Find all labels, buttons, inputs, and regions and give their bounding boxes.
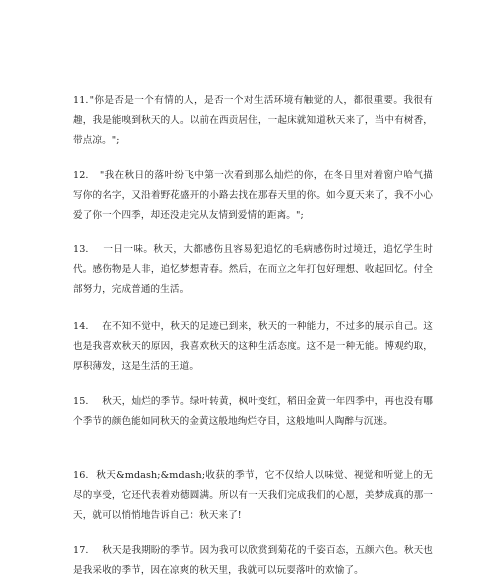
paragraph-text: "你是否是一个有情的人，是否一个对生活环境有触觉的人，都很重要。我很有趣，我是能嗅到秋天的人。以前在西贡居住，一起床就知道秋天来了，当中有树香，带点凉。";	[73, 95, 433, 146]
paragraph-text: "我在秋日的落叶纷飞中第一次看到那么灿烂的你，在冬日里对着窗户哈气描写你的名字，又沿着野花盛开的小路去找在那春天里的你。如今夏天来了，我不小心爱了你一个四季，却还没走完从友情到爱情的距离。";	[73, 170, 433, 221]
paragraph-11	[73, 91, 433, 151]
paragraph-number: 17.	[73, 545, 89, 556]
paragraph-text: 秋天是我期盼的季节。因为我可以欣赏到菊花的千姿百态，五颜六色。秋天也是我采收的季节，因在凉爽的秋天里，我就可以玩耍落叶的欢愉了。	[73, 545, 433, 576]
paragraph-14	[73, 317, 433, 377]
paragraph-17	[73, 541, 433, 581]
paragraph-text: 秋天&mdash;&mdash;收获的季节，它不仅给人以味觉、视觉和听觉上的无尽的享受，它还代表着劝德圆满。所以有一天我们完成我们的心愿，美梦成真的那一天，就可以悄悄地告诉自己：秋天来了!	[73, 470, 433, 521]
paragraph-number: 13.	[73, 244, 89, 255]
paragraph-12	[73, 166, 433, 226]
paragraph-number: 12.	[73, 170, 89, 181]
paragraph-text: 在不知不觉中，秋天的足迹已到来，秋天的一种能力，不过多的展示自己。这也是我喜欢秋天的原因，我喜欢秋天的这种生活态度。这不是一种无能。博观约取，厚积薄发，这是生活的王道。	[73, 321, 433, 372]
paragraph-16	[73, 466, 433, 526]
paragraph-13	[73, 240, 433, 300]
paragraph-15	[73, 392, 433, 432]
paragraph-number: 16.	[73, 470, 89, 481]
paragraph-text: 秋天，灿烂的季节。绿叶转黄，枫叶变红，稻田金黄一年四季中，再也没有哪个季节的颜色能如同秋天的金黄这般地绚烂夺目，这般地叫人陶醉与沉迷。	[73, 396, 433, 427]
paragraph-number: 11.	[73, 95, 89, 106]
paragraph-number: 14.	[73, 321, 89, 332]
paragraph-text: 一日一味。秋天，大都感伤且容易犯追忆的毛病感伤时过境迁，追忆学生时代。感伤物是人非，追忆梦想青春。然后，在而立之年打包好理想、收起回忆。付全部努力，完成普通的生活。	[73, 244, 433, 295]
paragraph-number: 15.	[73, 396, 89, 407]
